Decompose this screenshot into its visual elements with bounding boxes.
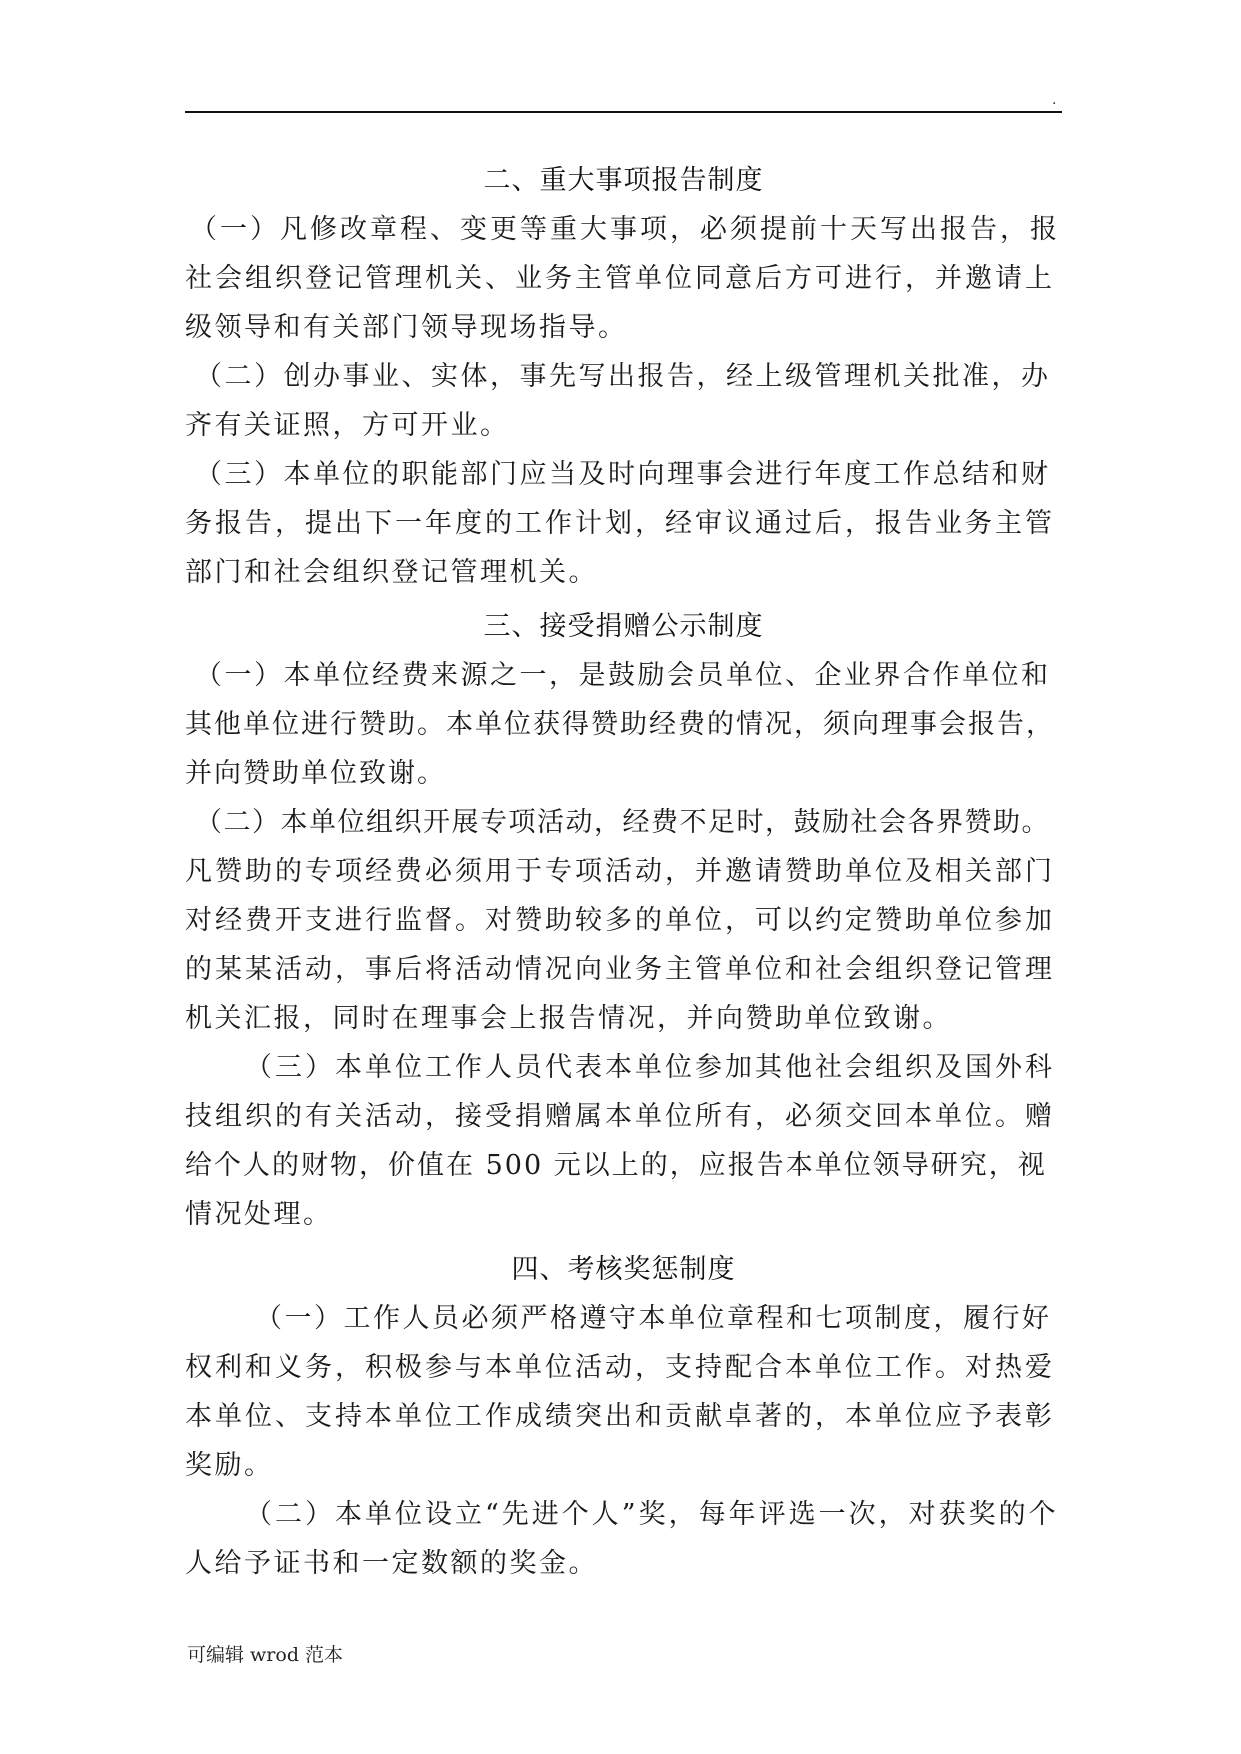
body-line: 人给予证书和一定数额的奖金。 xyxy=(185,1548,598,1579)
body-line: （一）凡修改章程、变更等重大事项，必须提前十天写出报告，报 xyxy=(190,214,1060,245)
body-line: 部门和社会组织登记管理机关。 xyxy=(185,557,598,588)
header-mark: . xyxy=(1052,92,1057,108)
body-line: 齐有关证照，方可开业。 xyxy=(185,410,510,441)
body-line: 务报告，提出下一年度的工作计划，经审议通过后，报告业务主管 xyxy=(185,508,1055,539)
body-line: 的某某活动，事后将活动情况向业务主管单位和社会组织登记管理 xyxy=(185,954,1055,985)
body-line: （二）创办事业、实体，事先写出报告，经上级管理机关批准，办 xyxy=(195,361,1051,392)
body-line: （二）本单位设立“先进个人”奖，每年评选一次，对获奖的个 xyxy=(245,1499,1059,1530)
section-heading-assessment: 四、考核奖惩制度 xyxy=(511,1254,736,1285)
body-line: 给个人的财物，价值在 500 元以上的，应报告本单位领导研究，视 xyxy=(185,1150,1047,1181)
body-line: 其他单位进行赞助。本单位获得赞助经费的情况，须向理事会报告， xyxy=(185,709,1055,740)
body-line: 技组织的有关活动，接受捐赠属本单位所有，必须交回本单位。赠 xyxy=(185,1101,1055,1132)
body-line: （三）本单位工作人员代表本单位参加其他社会组织及国外科 xyxy=(245,1052,1055,1083)
section-heading-reporting: 二、重大事项报告制度 xyxy=(483,165,764,196)
header-rule xyxy=(185,111,1062,113)
body-line: 并向赞助单位致谢。 xyxy=(185,758,446,789)
body-line: （三）本单位的职能部门应当及时向理事会进行年度工作总结和财 xyxy=(195,459,1051,490)
body-line: 权利和义务，积极参与本单位活动，支持配合本单位工作。对热爱 xyxy=(185,1352,1055,1383)
body-line: 社会组织登记管理机关、业务主管单位同意后方可进行，并邀请上 xyxy=(185,263,1055,294)
body-line: 级领导和有关部门领导现场指导。 xyxy=(185,312,628,343)
page-footer: 可编辑 wrod 范本 xyxy=(187,1644,344,1666)
body-line: 机关汇报，同时在理事会上报告情况，并向赞助单位致谢。 xyxy=(185,1003,952,1034)
body-line: 凡赞助的专项经费必须用于专项活动，并邀请赞助单位及相关部门 xyxy=(185,856,1055,887)
body-line: 奖励。 xyxy=(185,1450,274,1481)
body-line: （一）工作人员必须严格遵守本单位章程和七项制度，履行好 xyxy=(255,1303,1052,1334)
body-line: （一）本单位经费来源之一，是鼓励会员单位、企业界合作单位和 xyxy=(195,660,1051,691)
body-line: 对经费开支进行监督。对赞助较多的单位，可以约定赞助单位参加 xyxy=(185,905,1055,936)
body-line: （二）本单位组织开展专项活动，经费不足时，鼓励社会各界赞助。 xyxy=(195,807,1050,838)
section-heading-donation: 三、接受捐赠公示制度 xyxy=(483,611,764,642)
body-line: 本单位、支持本单位工作成绩突出和贡献卓著的，本单位应予表彰 xyxy=(185,1401,1055,1432)
body-line: 情况处理。 xyxy=(185,1199,333,1230)
